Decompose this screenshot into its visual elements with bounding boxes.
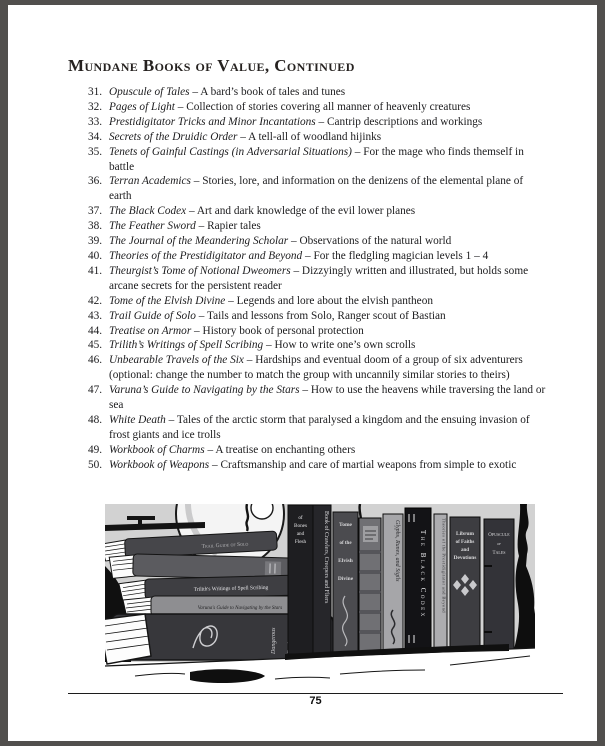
- list-item: [88, 458, 548, 473]
- list-item-text: [109, 294, 548, 309]
- book-title: The Black Codex: [109, 205, 187, 218]
- spine-label: Trilith's Writings of Spell Scribing: [193, 584, 269, 593]
- list-item: [88, 204, 548, 219]
- book-description: Cantrip descriptions and workings: [327, 115, 483, 128]
- list-item-number: 31.: [88, 86, 103, 98]
- list-item: [88, 443, 548, 458]
- spine-label: and: [296, 531, 305, 537]
- list-item-number: 32.: [88, 100, 103, 113]
- book-title: White Death: [109, 413, 166, 426]
- list-item: [88, 145, 548, 175]
- list-item: [88, 115, 548, 130]
- book-title: Workbook of Charms: [109, 443, 205, 456]
- list-item-text: [109, 443, 548, 458]
- list-item-text: [109, 353, 548, 383]
- separator: –: [263, 339, 275, 352]
- book-title: Secrets of the Druidic Order: [109, 130, 238, 143]
- books-illustration: [105, 504, 535, 690]
- list-item-text: [109, 234, 548, 249]
- list-item-number: 49.: [88, 443, 103, 456]
- spine-label: and: [460, 548, 470, 553]
- list-item: [88, 413, 548, 443]
- list-item: [88, 130, 548, 145]
- list-item-number: 36.: [88, 175, 103, 188]
- books-illustration-svg: [105, 504, 535, 690]
- list-item-text: [109, 85, 548, 100]
- book-librum: [450, 517, 480, 654]
- book-description: Tales of the arctic storm that paralysed a kingdom and the ensuing invasion of frost giants and ice trolls: [109, 413, 530, 441]
- spine-label: Flesh: [294, 539, 307, 545]
- list-item-number: 33.: [88, 115, 103, 128]
- list-item-text: [109, 383, 548, 413]
- spine-label: Glyphs, Runes, and Sigils: [394, 520, 400, 582]
- list-item: [88, 85, 548, 100]
- book-title: Trail Guide of Solo: [109, 309, 196, 322]
- spine-label: Theories of the Prestidigitator and Beyond: [441, 518, 447, 614]
- list-item-number: 34.: [88, 130, 103, 143]
- spine-label: Dangerous: [271, 627, 277, 654]
- book-black-codex: [405, 508, 431, 654]
- book-title: The Feather Sword: [109, 220, 196, 233]
- list-item-number: 44.: [88, 324, 103, 337]
- separator: –: [190, 175, 203, 188]
- book-title: Terran Academics: [109, 175, 191, 188]
- separator: –: [290, 264, 302, 277]
- list-item-number: 46.: [88, 354, 103, 367]
- book-description: Art and dark knowledge of the evil lower planes: [196, 205, 416, 218]
- separator: –: [174, 100, 187, 113]
- list-item: [88, 264, 548, 294]
- book-description: A bard’s book of tales and tunes: [200, 86, 346, 98]
- separator: –: [243, 354, 256, 367]
- book-crawlers: [313, 505, 331, 654]
- list-item-text: [109, 204, 548, 219]
- book-opuscule: [484, 519, 514, 654]
- separator: –: [299, 384, 311, 397]
- book-description: Hardships and eventual doom of a group of six adventurers (optional: change the number to match the group with uncannily similar stories to theirs): [109, 354, 523, 382]
- spine-label: Bones: [294, 523, 307, 529]
- book-elvish-divine: [333, 512, 358, 654]
- spine-label: of the: [339, 541, 352, 546]
- list-item-number: 48.: [88, 413, 103, 426]
- book-description: Legends and lore about the elvish pantheon: [236, 294, 433, 307]
- list-item-text: [109, 458, 548, 473]
- book-description: Dizzyingly written and illustrated, but holds some arcane secrets for the persistent reader: [109, 264, 529, 292]
- separator: –: [195, 309, 208, 322]
- list-item-text: [109, 219, 548, 234]
- list-item-text: [109, 174, 548, 204]
- book-title: Trilith’s Writings of Spell Scribing: [109, 339, 264, 352]
- book-description: Tails and lessons from Solo, Ranger scout of Bastian: [207, 309, 446, 322]
- separator: –: [351, 145, 364, 158]
- book-description: Craftsmanship and care of martial weapons from simple to exotic: [220, 458, 517, 471]
- separator: –: [195, 220, 208, 233]
- book-description: A treatise on enchanting others: [215, 443, 356, 456]
- book-title: Pages of Light: [109, 100, 175, 113]
- list-item-number: 47.: [88, 384, 103, 397]
- book-description: Observations of the natural world: [299, 235, 452, 248]
- list-item-text: [109, 413, 548, 443]
- book-title: Treatise on Armor: [109, 324, 192, 337]
- book-title: Workbook of Weapons: [109, 458, 210, 471]
- book-title: Opuscule of Tales: [109, 86, 190, 98]
- book-glyphs: [383, 514, 403, 654]
- book-title: Theories of the Prestidigitator and Beyond: [109, 249, 303, 262]
- separator: –: [186, 205, 197, 218]
- spine-label: Tales: [492, 551, 506, 556]
- list-item: [88, 309, 548, 324]
- spine-label: Librum: [456, 531, 474, 537]
- footer-divider: [68, 693, 563, 694]
- spine-label: Book of Crawlers, Creepers and Fliers: [323, 511, 329, 604]
- book-description: For the fledgling magician levels 1 – 4: [313, 249, 489, 262]
- document-page: [8, 5, 597, 741]
- list-item: [88, 324, 548, 339]
- list-item: [88, 294, 548, 309]
- separator: –: [189, 86, 201, 98]
- separator: –: [165, 413, 177, 426]
- separator: –: [191, 324, 203, 337]
- book-title: Unbearable Travels of the Six: [109, 354, 244, 367]
- book-description: Stories, lore, and information on the denizens of the elemental plane of earth: [109, 175, 524, 203]
- list-item-text: [109, 264, 548, 294]
- book-description: Collection of stories covering all manner of heavenly creatures: [186, 100, 471, 113]
- list-item: [88, 383, 548, 413]
- book-title: Theurgist’s Tome of Notional Dweomers: [109, 264, 291, 277]
- spine-label: Devotions: [453, 555, 477, 561]
- book-title: Tome of the Elvish Divine: [109, 294, 226, 307]
- separator: –: [288, 235, 300, 248]
- separator: –: [225, 294, 237, 307]
- book-bones: [288, 505, 313, 654]
- list-item-text: [109, 145, 548, 175]
- list-item-number: 35.: [88, 145, 103, 158]
- list-item-number: 38.: [88, 220, 103, 233]
- spine-label: The Black Codex: [419, 530, 427, 619]
- list-item: [88, 174, 548, 204]
- list-item-text: [109, 309, 548, 324]
- spine-label: of: [298, 515, 303, 521]
- list-item-text: [109, 115, 548, 130]
- spine-label: Divine: [337, 576, 354, 582]
- book-title: Varuna’s Guide to Navigating by the Stars: [109, 384, 300, 397]
- standing-books: [288, 505, 514, 654]
- list-item-text: [109, 324, 548, 339]
- list-item-number: 40.: [88, 249, 103, 262]
- list-item-text: [109, 338, 548, 353]
- list-item-number: 45.: [88, 339, 103, 352]
- list-item-number: 42.: [88, 294, 103, 307]
- list-item-text: [109, 249, 548, 264]
- separator: –: [204, 443, 216, 456]
- separator: –: [302, 249, 314, 262]
- spine-label: Opuscule: [488, 533, 510, 538]
- book-title: The Journal of the Meandering Scholar: [109, 235, 289, 248]
- list-item-number: 39.: [88, 235, 103, 248]
- spine-label: Elvish: [338, 558, 353, 564]
- list-item: [88, 338, 548, 353]
- list-item: [88, 353, 548, 383]
- list-item: [88, 219, 548, 234]
- list-item: [88, 100, 548, 115]
- list-item-text: [109, 130, 548, 145]
- list-item: [88, 234, 548, 249]
- book-title: Tenets of Gainful Castings (in Adversarial Situations): [109, 145, 352, 158]
- separator: –: [315, 115, 327, 128]
- spine-label: of Faiths: [455, 540, 475, 545]
- book-description: For the mage who finds themself in battle: [109, 145, 524, 173]
- book-description: How to write one’s own scrolls: [274, 339, 416, 352]
- page-number: 75: [309, 695, 322, 707]
- book-list: [88, 85, 548, 473]
- separator: –: [209, 458, 221, 471]
- book-description: History book of personal protection: [202, 324, 364, 337]
- spine-label: of: [497, 541, 501, 546]
- book-theories: [434, 514, 447, 654]
- book-description: Rapier tales: [207, 220, 261, 233]
- spine-label: Varuna's Guide to Navigating by the Stars: [197, 606, 283, 611]
- book-title: Prestidigitator Tricks and Minor Incantations: [109, 115, 316, 128]
- list-item: [88, 249, 548, 264]
- list-item-text: [109, 100, 548, 115]
- book-description: How to use the heavens while traversing the land or sea: [109, 384, 546, 412]
- book-description: A tell-all of woodland hijinks: [248, 130, 382, 143]
- book-ribbed: [359, 518, 381, 654]
- list-item-number: 50.: [88, 458, 103, 471]
- list-item-number: 43.: [88, 309, 103, 322]
- spine-label: Trail Guide of Solo: [201, 541, 249, 550]
- list-item-number: 37.: [88, 205, 103, 218]
- page-title: Mundane Books of Value, Continued: [68, 56, 355, 75]
- spine-label: Tome: [339, 522, 352, 528]
- list-item-number: 41.: [88, 264, 103, 277]
- separator: –: [237, 130, 249, 143]
